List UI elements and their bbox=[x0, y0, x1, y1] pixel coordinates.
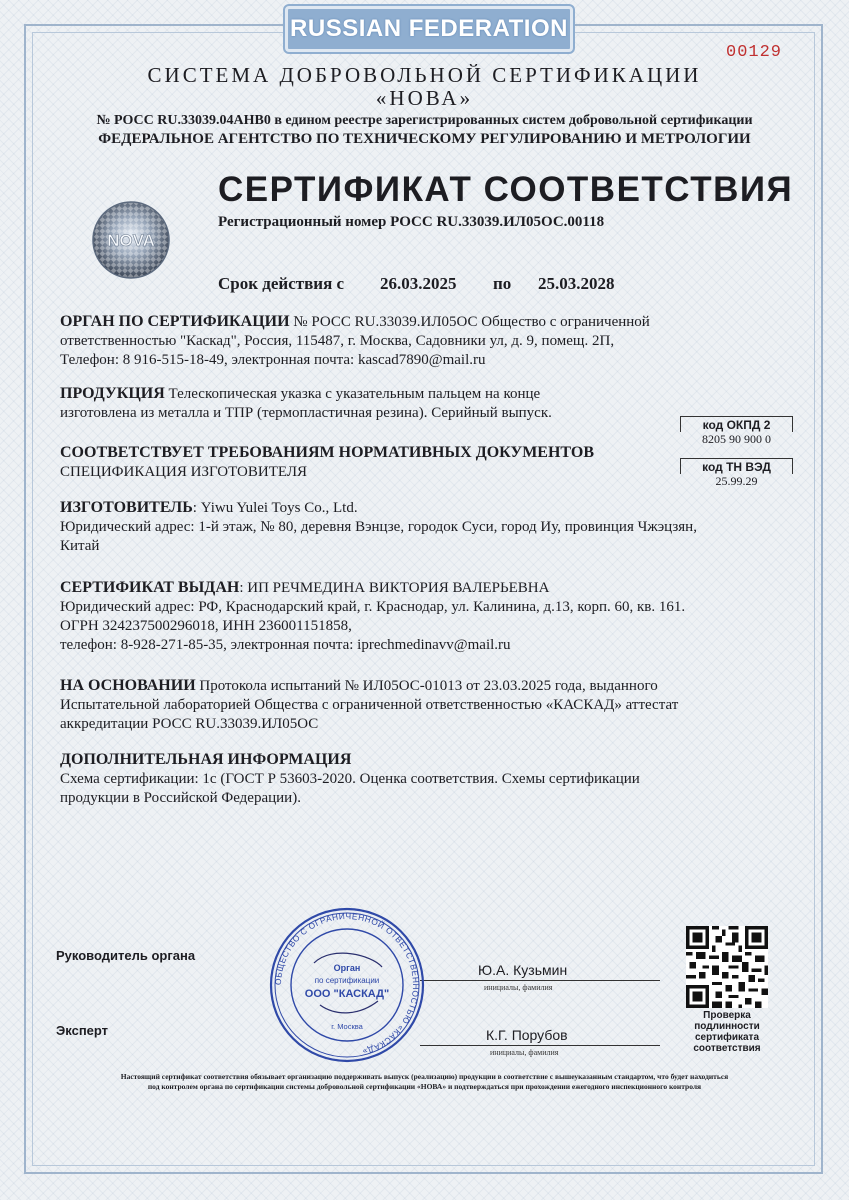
certification-body-line3: Телефон: 8 916-515-18-49, электронная почта: kascad7890@mail.ru bbox=[60, 352, 486, 368]
manufacturer-address2: Китай bbox=[60, 538, 100, 554]
manufacturer-name: Yiwu Yulei Toys Co., Ltd. bbox=[200, 500, 358, 516]
registration-number: Регистрационный номер РОСС RU.33039.ИЛ05ОС.00118 bbox=[218, 214, 605, 230]
okpd-value: 8205 90 900 0 bbox=[702, 432, 771, 446]
additional-info-line2: продукции в Российской Федерации). bbox=[60, 790, 301, 806]
certification-body-line1: № РОСС RU.33039.ИЛ05ОС Общество с ограниченной bbox=[293, 314, 650, 330]
manufacturer-section: ИЗГОТОВИТЕЛЬ: Yiwu Yulei Toys Co., Ltd. Юридический адрес: 1-й этаж, № 80, деревня Вэнцзе, городок Суси, город Иу, провинция Чжэцзян, Китай bbox=[60, 498, 795, 556]
nova-hologram-logo bbox=[91, 200, 171, 280]
certification-body-section bbox=[60, 312, 790, 370]
additional-info-section bbox=[60, 750, 795, 808]
stamp-line3: ООО "КАСКАД" bbox=[304, 988, 390, 1000]
basis-line1: Протокола испытаний № ИЛ05ОС-01013 от 23.03.2025 года, выданного bbox=[199, 678, 658, 694]
head-of-body-label: Руководитель органа bbox=[56, 948, 196, 963]
system-brand: «НОВА» bbox=[375, 86, 474, 110]
certification-body-heading: ОРГАН ПО СЕРТИФИКАЦИИ bbox=[60, 313, 290, 330]
head-of-body-name: Ю.А. Кузьмин bbox=[478, 962, 568, 978]
expert-name: К.Г. Порубов bbox=[486, 1027, 568, 1043]
qr-caption-line2: подлинности bbox=[694, 1021, 760, 1032]
footer-line1: Настоящий сертификат соответствия обязывает организацию поддерживать выпуск (реализацию) продукции в соответствие с вышеуказанным стандартом, что будет находиться bbox=[120, 1072, 729, 1081]
additional-info-heading: ДОПОЛНИТЕЛЬНАЯ ИНФОРМАЦИЯ bbox=[60, 751, 352, 768]
stamp-ring-text: ОБЩЕСТВО С ОГРАНИЧЕННОЙ ОТВЕТСТВЕННОСТЬЮ «КАСКАД» bbox=[272, 910, 422, 1058]
basis-line2: Испытательной лабораторией Общества с ограниченной ответственностью «КАСКАД» аттестат bbox=[60, 697, 679, 713]
tnved-label: код ТН ВЭД bbox=[680, 458, 793, 474]
organization-stamp bbox=[262, 905, 432, 1065]
system-registry: № РОСС RU.33039.04АНВ0 в едином реестре зарегистрированных систем добровольной сертификации bbox=[96, 113, 753, 128]
qr-caption-line3: сертификата bbox=[694, 1032, 760, 1043]
stamp-line2: по сертификации bbox=[314, 976, 380, 985]
product-section bbox=[60, 384, 670, 423]
validity-label: Срок действия с bbox=[218, 274, 345, 293]
manufacturer-heading: ИЗГОТОВИТЕЛЬ bbox=[60, 499, 193, 516]
stamp-line1: Орган bbox=[333, 963, 361, 973]
issued-to-line1: Юридический адрес: РФ, Краснодарский край, г. Краснодар, ул. Калинина, д.13, корп. 60, кв. 161. bbox=[60, 599, 686, 615]
country-banner bbox=[285, 6, 573, 52]
compliance-text: СПЕЦИФИКАЦИЯ ИЗГОТОВИТЕЛЯ bbox=[60, 464, 308, 480]
footer-line2: под контролем органа по сертификации системы добровольной сертификации «НОВА» и подтверждаться при прохождении ежегодного инспекционного контроля bbox=[147, 1082, 702, 1091]
validity-from: 26.03.2025 bbox=[380, 274, 457, 293]
issued-to-heading: СЕРТИФИКАТ ВЫДАН bbox=[60, 579, 240, 596]
compliance-heading: СООТВЕТСТВУЕТ ТРЕБОВАНИЯМ НОРМАТИВНЫХ ДОКУМЕНТОВ bbox=[60, 444, 594, 461]
banner-text: RUSSIAN FEDERATION bbox=[290, 15, 568, 42]
certificate-title: СЕРТИФИКАТ СООТВЕТСТВИЯ bbox=[218, 170, 794, 209]
certification-body-line2: ответственностью "Каскад", Россия, 115487, г. Москва, Садовники ул, д. 9, помещ. 2П, bbox=[60, 333, 615, 349]
system-name: СИСТЕМА ДОБРОВОЛЬНОЙ СЕРТИФИКАЦИИ bbox=[147, 63, 702, 87]
product-line1: Телескопическая указка с указательным пальцем на конце bbox=[168, 386, 541, 402]
verification-qr-code[interactable] bbox=[686, 926, 768, 1008]
basis-section bbox=[60, 676, 795, 734]
okpd-label: код ОКПД 2 bbox=[680, 416, 793, 432]
product-heading: ПРОДУКЦИЯ bbox=[60, 385, 165, 402]
qr-caption-line4: соответствия bbox=[693, 1043, 761, 1054]
compliance-section bbox=[60, 443, 670, 482]
logo-text: NOVA bbox=[107, 231, 155, 250]
expert-signature-line bbox=[420, 1045, 660, 1046]
manufacturer-address1: Юридический адрес: 1-й этаж, № 80, деревня Вэнцзе, городок Суси, город Иу, провинция Чжэцзян, bbox=[60, 519, 697, 535]
issued-to-line3: телефон: 8-928-271-85-35, электронная почта: iprechmedinavv@mail.ru bbox=[60, 637, 511, 653]
okpd-code-box bbox=[680, 416, 793, 447]
footer-note bbox=[60, 1072, 789, 1092]
qr-caption-line1: Проверка bbox=[703, 1010, 751, 1021]
basis-heading: НА ОСНОВАНИИ bbox=[60, 677, 196, 694]
head-signature-line bbox=[420, 980, 660, 981]
agency-name: ФЕДЕРАЛЬНОЕ АГЕНТСТВО ПО ТЕХНИЧЕСКОМУ РЕГУЛИРОВАНИЮ И МЕТРОЛОГИИ bbox=[98, 131, 751, 147]
tnved-code-box bbox=[680, 458, 793, 489]
stamp-city: г. Москва bbox=[331, 1022, 363, 1031]
product-line2: изготовлена из металла и ТПР (термопластичная резина). Серийный выпуск. bbox=[60, 405, 552, 421]
issued-to-line2: ОГРН 324237500296018, ИНН 236001151858, bbox=[60, 618, 352, 634]
system-title bbox=[0, 64, 849, 110]
expert-signature-note: инициалы, фамилия bbox=[490, 1048, 559, 1057]
head-signature-note: инициалы, фамилия bbox=[484, 983, 553, 992]
serial-number: 00129 bbox=[726, 43, 783, 62]
additional-info-line1: Схема сертификации: 1с (ГОСТ Р 53603-2020. Оценка соответствия. Схемы сертификации bbox=[60, 771, 640, 787]
tnved-value: 25.99.29 bbox=[715, 474, 758, 488]
qr-caption bbox=[686, 1010, 768, 1054]
issued-to-name: ИП РЕЧМЕДИНА ВИКТОРИЯ ВАЛЕРЬЕВНА bbox=[247, 580, 550, 596]
issued-to-section: СЕРТИФИКАТ ВЫДАН: ИП РЕЧМЕДИНА ВИКТОРИЯ ВАЛЕРЬЕВНА Юридический адрес: РФ, Краснодарский край, г. Краснодар, ул. Калинина, д.13, корп. 60, кв. 161. ОГРН 324237500296018, ИНН 236001151858, телефон: 8-928-271-85-35, электронная почта: iprechmedinavv@mail.ru bbox=[60, 578, 795, 655]
validity-to: 25.03.2028 bbox=[538, 274, 615, 293]
basis-line3: аккредитации РОСС RU.33039.ИЛ05ОС bbox=[60, 716, 319, 732]
validity-to-label: по bbox=[493, 274, 512, 293]
expert-label: Эксперт bbox=[56, 1023, 109, 1038]
